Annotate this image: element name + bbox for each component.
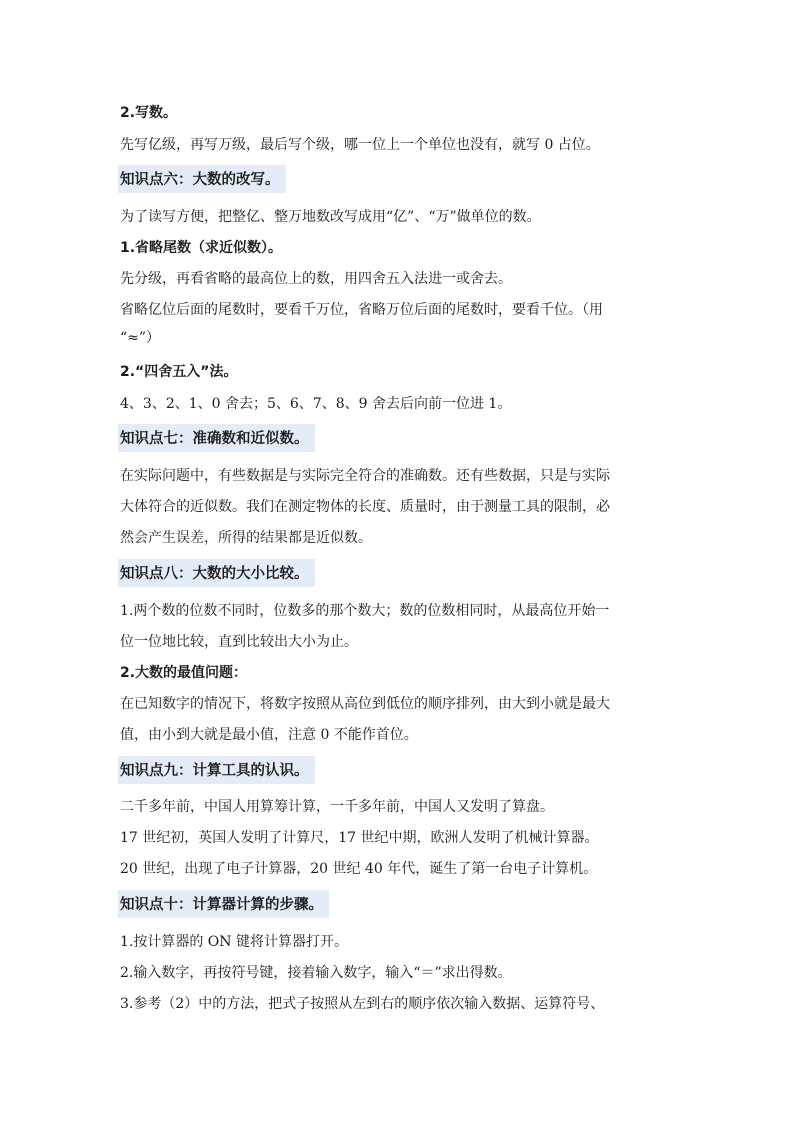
- paragraph-line: 20 世纪，出现了电子计算器，20 世纪 40 年代，诞生了第一台电子计算机。: [120, 861, 598, 877]
- paragraph-line: “≈”）: [120, 330, 161, 346]
- subheading: 1.省略尾数（求近似数）。: [120, 240, 283, 256]
- paragraph-line: 为了读写方便，把整亿、整万地数改写成用“亿”、“万”做单位的数。: [120, 209, 541, 225]
- paragraph-line: 位一位地比较，直到比较出大小为止。: [120, 634, 358, 650]
- subheading: 2.“四舍五入”法。: [120, 364, 238, 380]
- paragraph-line: 先写亿级，再写万级，最后写个级，哪一位上一个单位也没有，就写 0 占位。: [120, 137, 600, 153]
- paragraph-line: 先分级，再看省略的最高位上的数，用四舍五入法进一或舍去。: [120, 271, 512, 287]
- section-heading: 知识点七：准确数和近似数。: [118, 424, 315, 452]
- paragraph-line: 3.参考（2）中的方法，把式子按照从左到右的顺序依次输入数据、运算符号、: [120, 996, 605, 1012]
- paragraph-line: 2.输入数字，再按符号键，接着输入数字，输入“＝”求出得数。: [120, 965, 512, 981]
- section-heading: 知识点六：大数的改写。: [118, 165, 286, 193]
- paragraph-line: 17 世纪初，英国人发明了计算尺，17 世纪中期，欧洲人发明了机械计算器。: [120, 830, 599, 846]
- section-heading: 知识点十：计算器计算的步骤。: [118, 890, 329, 918]
- paragraph-line: 大体符合的近似数。我们在测定物体的长度、质量时，由于测量工具的限制，必: [120, 499, 610, 515]
- section-heading: 知识点八：大数的大小比较。: [118, 559, 315, 587]
- subheading: 2.写数。: [120, 105, 178, 121]
- paragraph-line: 省略亿位后面的尾数时，要看千万位，省略万位后面的尾数时，要看千位。（用: [120, 302, 603, 318]
- paragraph-line: 1.两个数的位数不同时，位数多的那个数大；数的位数相同时，从最高位开始一: [120, 603, 610, 619]
- paragraph-line: 4、3、2、1、0 舍去；5、6、7、8、9 舍去后向前一位进 1。: [120, 396, 512, 412]
- paragraph-line: 值，由小到大就是最小值，注意 0 不能作首位。: [120, 727, 418, 743]
- paragraph-line: 在实际问题中，有些数据是与实际完全符合的准确数。还有些数据，只是与实际: [120, 468, 610, 484]
- paragraph-line: 1.按计算器的 ON 键将计算器打开。: [120, 934, 348, 950]
- paragraph-line: 二千多年前，中国人用算筹计算，一千多年前，中国人又发明了算盘。: [120, 799, 554, 815]
- subheading: 2.大数的最值问题：: [120, 665, 248, 681]
- section-heading: 知识点九：计算工具的认识。: [118, 756, 315, 784]
- paragraph-line: 在已知数字的情况下，将数字按照从高位到低位的顺序排列，由大到小就是最大: [120, 696, 610, 712]
- paragraph-line: 然会产生误差，所得的结果都是近似数。: [120, 530, 372, 546]
